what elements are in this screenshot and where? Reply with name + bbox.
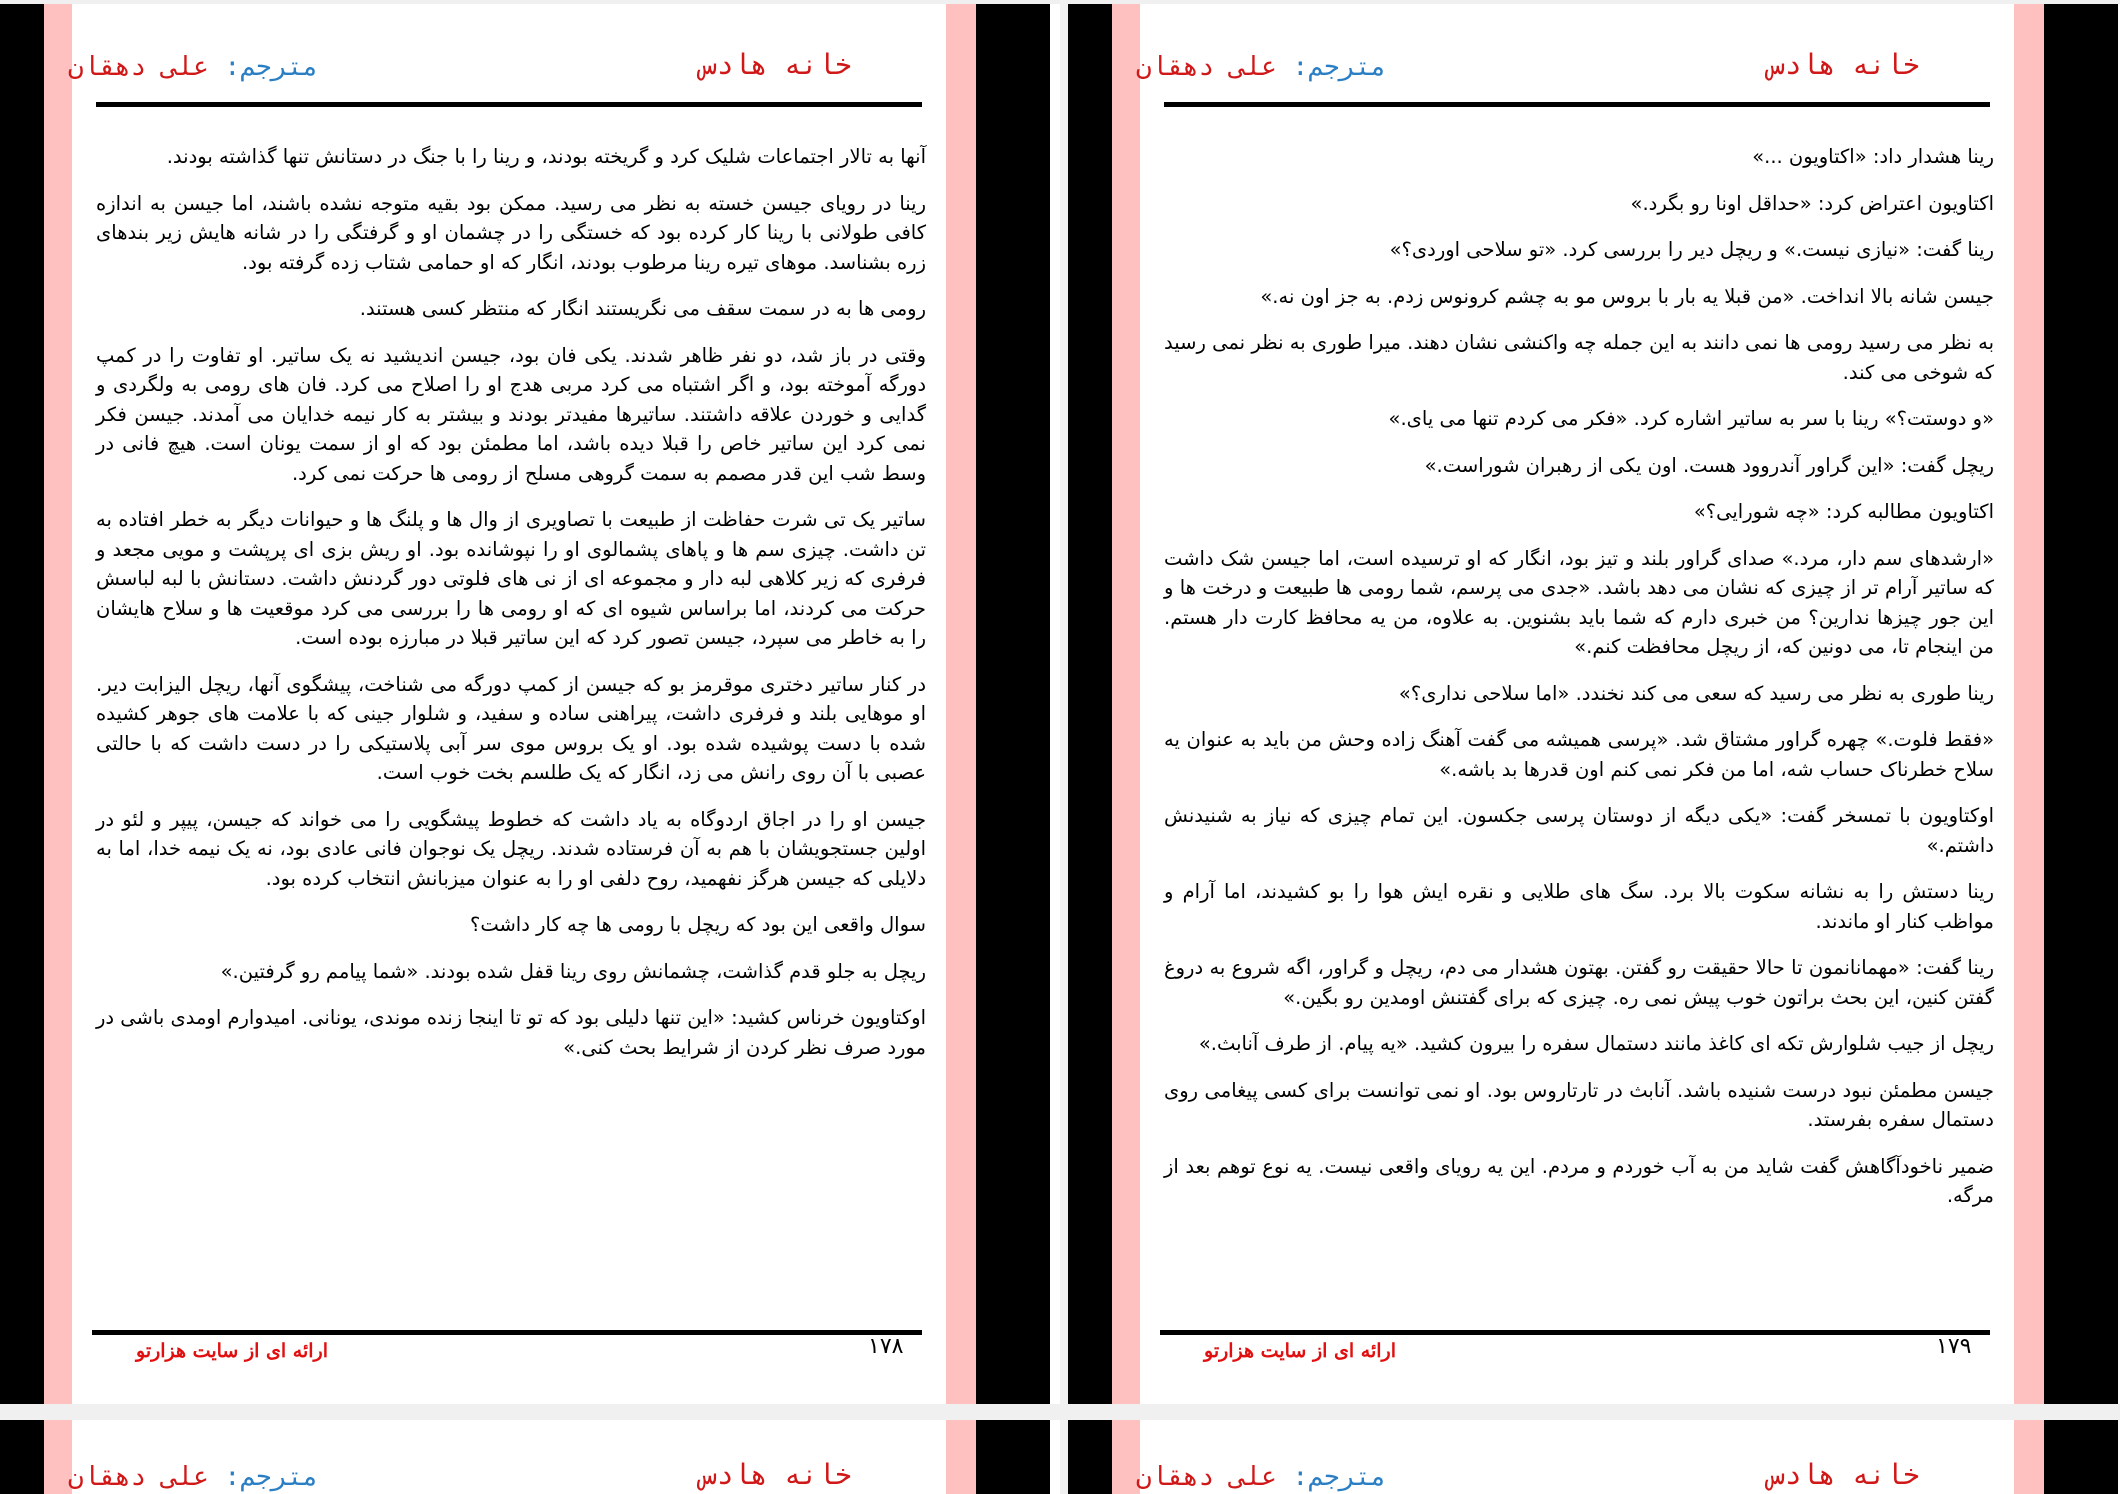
paragraph: رینا در رویای جیسن خسته به نظر می رسید. ممکن بود بقیه متوجه نشده باشند، اما جیسن به اندازه کافی طولانی با رینا کار کرده بود که خستگی را در چشمان او و گرفتگی را در شانه هایش زیر بندهای زره بشناسد. موهای تیره رینا مرطوب بودند، انگار که او حمامی شتاب زده گرفته بود.	[96, 191, 926, 274]
paragraph: جیسن شانه بالا انداخت. «من قبلا یه بار با بروس مو به چشم کرونوس زدم. به جز اون نه.»	[1260, 284, 1994, 308]
paragraph: رینا گفت: «نیازی نیست.» و ریچل دیر را بررسی کرد. «تو سلاحی اوردی؟»	[1389, 238, 1994, 261]
paragraph: رینا دستش را به نشانه سکوت بالا برد. سگ های طلایی و نقره ایش هوا را بو کشیدند، اما آرام و مواظب کنار او ماندند.	[1164, 880, 1994, 933]
margin-black-strip	[2044, 1420, 2118, 1494]
margin-black-strip	[0, 1420, 44, 1494]
paragraph: رینا طوری به نظر می رسید که سعی می کند نخندد. «اما سلاحی نداری؟»	[1398, 681, 1994, 705]
paragraph: «ارشدهای سم دار، مرد.» صدای گراور بلند و تیز بود، انگار که او ترسیده است، اما جیسن شک داشت که ساتیر آرام تر از چیزی که نشان می دهد باشد. «جدی می پرسم، شما رومی ها طبیعت و درخت ها و این جور چیزها ندارین؟ من خبری دارم که شما باید بشنوین. به علاوه، من یه محافظ کارت دار هستم. من اینجام تا، می دونین که، از ریچل محافظت کنم.»	[1164, 546, 1994, 658]
paragraph: ساتیر یک تی شرت حفاظت از طبیعت با تصاویری از وال ها و پلنگ ها و حیوانات دیگر به خطر افتاده به تن داشت. چیزی سم ها و پاهای پشمالوی او را نپوشانده بود. او ریش بزی ای پرپشت و مویی مجعد و فرفری که زیر کلاهی لبه دار و مجموعه ای از نی های فلوتی دور گردنش داشت. دستانش با لبه لباسش حرکت می کردند، اما براساس شیوه ای که او رومی ها را بررسی می کرد موقعیت ها و سلاح هایشان را به خاطر می سپرد، جیسن تصور کرد که این ساتیر قبلا در مبارزه بوده است.	[96, 508, 926, 649]
page-number: ۱۷۸	[868, 1334, 904, 1359]
margin-pink-strip	[2014, 1420, 2044, 1494]
page-left	[0, 4, 1060, 1404]
paragraph: ریچل به جلو قدم گذاشت، چشمانش روی رینا قفل شده بودند. «شما پیامم رو گرفتین.»	[220, 959, 926, 983]
paragraph: رومی ها به در سمت سقف می نگریستند انگار که منتظر کسی هستند.	[359, 297, 926, 320]
margin-pink-strip	[946, 1420, 976, 1494]
paragraph: رینا گفت: «مهمانانمون تا حالا حقیقت رو گفتن. بهتون هشدار می دم، ریچل و گراور، اگه شروع به دروغ گفتن کنین، این بحث براتون خوب پیش نمی ره. چیزی که برای گفتنش اومدین رو بگین.»	[1164, 956, 1994, 1009]
paragraph: در کنار ساتیر دختری موقرمز بو که جیسن از کمپ دورگه می شناخت، پیشگوی آنها، ریچل الیزابت دیر. او موهایی بلند و فرفری داشت، پیراهنی ساده و سفید، و شلوار جینی که با علامت های جوهر کشیده شده با دست پوشیده شده بود. او یک بروس موی سر آبی پلاستیکی را در دست داشت که با حالتی عصبی با آن روی رانش می زد، انگار که یک طلسم بخت خوب است.	[96, 672, 926, 784]
margin-pink-strip	[44, 4, 72, 1404]
header-book-title: خانه هادس	[700, 1458, 852, 1491]
header-translator	[68, 52, 318, 82]
margin-pink-strip	[946, 4, 976, 1404]
header-book-title: خانه هادس	[1768, 1458, 1920, 1491]
page-next-left	[0, 1420, 1060, 1494]
footer-rule	[1160, 1330, 1990, 1335]
paragraph: آنها به تالار اجتماعات شلیک کرد و گریخته بودند، و رینا را با جنگ در دستانش تنها گذاشته بودند.	[166, 145, 926, 168]
paragraph: اکتاویون اعتراض کرد: «حداقل اونا رو بگرد.»	[1630, 191, 1994, 215]
margin-black-strip	[976, 4, 1050, 1404]
footer-rule	[92, 1330, 922, 1335]
paragraph: رینا هشدار داد: «اکتاویون ...»	[1752, 145, 1994, 168]
paragraph: «فقط فلوت.» چهره گراور مشتاق شد. «پرسی همیشه می گفت آهنگ زاده وحش من باید به عنوان یه سلاح خطرناک حساب شه، اما من فکر نمی کنم اون قدرها بد باشه.»	[1164, 728, 1994, 781]
paragraph: اکتاویون مطالبه کرد: «چه شورایی؟»	[1693, 500, 1994, 523]
page-number: ۱۷۹	[1936, 1334, 1972, 1359]
paragraph: ریچل از جیب شلوارش تکه ای کاغذ مانند دستمال سفره را بیرون کشید. «یه پیام. از طرف آنابث.»	[1198, 1032, 1994, 1055]
header-rule	[96, 102, 922, 107]
page-body	[96, 142, 926, 1079]
margin-black-strip	[1068, 4, 1112, 1404]
paragraph: اوکتاویون با تمسخر گفت: «یکی دیگه از دوستان پرسی جکسون. این تمام چیزی که نیاز به شنیدنش داشتم.»	[1164, 804, 1994, 857]
paragraph: به نظر می رسید رومی ها نمی دانند به این جمله چه واکنشی نشان دهند. میرا طوری به نظر نمی رسید که شوخی می کند.	[1164, 331, 1994, 384]
paragraph: ریچل گفت: «این گراور آندروود هست. اون یکی از رهبران شوراست.»	[1424, 453, 1994, 477]
translator-label: مترجم:	[224, 1462, 319, 1492]
margin-pink-strip	[1112, 4, 1140, 1404]
paragraph: جیسن مطمئن نبود درست شنیده باشد. آنابث در تارتاروس بود. او نمی توانست برای کسی پیغامی روی دستمال سفره بفرستد.	[1164, 1078, 1994, 1131]
translator-label: مترجم:	[224, 52, 319, 82]
paragraph: وقتی در باز شد، دو نفر ظاهر شدند. یکی فان بود، جیسن اندیشید نه یک ساتیر. او تفاوت را در کمپ دورگه آموخته بود، و اگر اشتباه می کرد مربی هدج او را اصلاح می کرد. فان های رومی به ولگردی و گدایی و خوردن علاقه داشتند. ساتیرها مفیدتر بودند و بیشتر به کار نیمه خدایان می آمدند. جیسن فکر نمی کرد این ساتیر خاص را قبلا دیده باشد، اما مطمئن بود که او از سمت یونان است. هیچ فانی در وسط شب این قدر مصمم به سمت گروهی مسلح از رومی ها حرکت نمی کرد.	[96, 343, 926, 485]
translator-label: مترجم:	[1292, 52, 1387, 82]
page-right	[1068, 4, 2120, 1404]
header-translator	[1136, 1462, 1386, 1492]
page-next-right	[1068, 1420, 2120, 1494]
footer-credit: ارائه ای از سایت هزارتو	[136, 1340, 328, 1362]
paragraph: جیسن او را در اجاق اردوگاه به یاد داشت که خطوط پیشگویی را می خواند که جیسن، پیپر و لئو در اولین جستجویشان با هم به آن فرستاده شدند. ریچل یک نوجوان فانی عادی بود، نه یک نیمه خدا، اما به دلایلی که جیسن هرگز نفهمید، روح دلفی او را به عنوان میزبانش انتخاب کرده بود.	[96, 807, 926, 890]
paragraph: اوکتاویون خرناس کشید: «این تنها دلیلی بود که تو تا اینجا زنده موندی، یونانی. امیدوارم اومدی باشی در مورد صرف نظر کردن از شرایط بحث کنی.»	[96, 1006, 926, 1059]
margin-black-strip	[976, 1420, 1050, 1494]
paragraph: «و دوستت؟» رینا با سر به ساتیر اشاره کرد. «فکر می کردم تنها می یای.»	[1388, 407, 1994, 430]
header-translator	[68, 1462, 318, 1492]
margin-black-strip	[0, 4, 44, 1404]
header-book-title: خانه هادس	[700, 48, 852, 81]
margin-black-strip	[2044, 4, 2118, 1404]
translator-label: مترجم:	[1292, 1462, 1387, 1492]
header-book-title: خانه هادس	[1768, 48, 1920, 81]
paragraph: سوال واقعی این بود که ریچل با رومی ها چه کار داشت؟	[469, 913, 926, 936]
margin-pink-strip	[2014, 4, 2044, 1404]
paragraph: ضمیر ناخودآگاهش گفت شاید من به آب خوردم و مردم. این یه رویای واقعی نیست. یه نوع توهم بعد از مرگه.	[1164, 1154, 1994, 1207]
translator-name: علی دهقان	[68, 1462, 209, 1492]
footer-credit: ارائه ای از سایت هزارتو	[1204, 1340, 1396, 1362]
margin-black-strip	[1068, 1420, 1112, 1494]
header-rule	[1164, 102, 1990, 107]
header-translator	[1136, 52, 1386, 82]
translator-name: علی دهقان	[68, 52, 209, 82]
translator-name: علی دهقان	[1136, 52, 1277, 82]
translator-name: علی دهقان	[1136, 1462, 1277, 1492]
page-body	[1164, 142, 1994, 1228]
